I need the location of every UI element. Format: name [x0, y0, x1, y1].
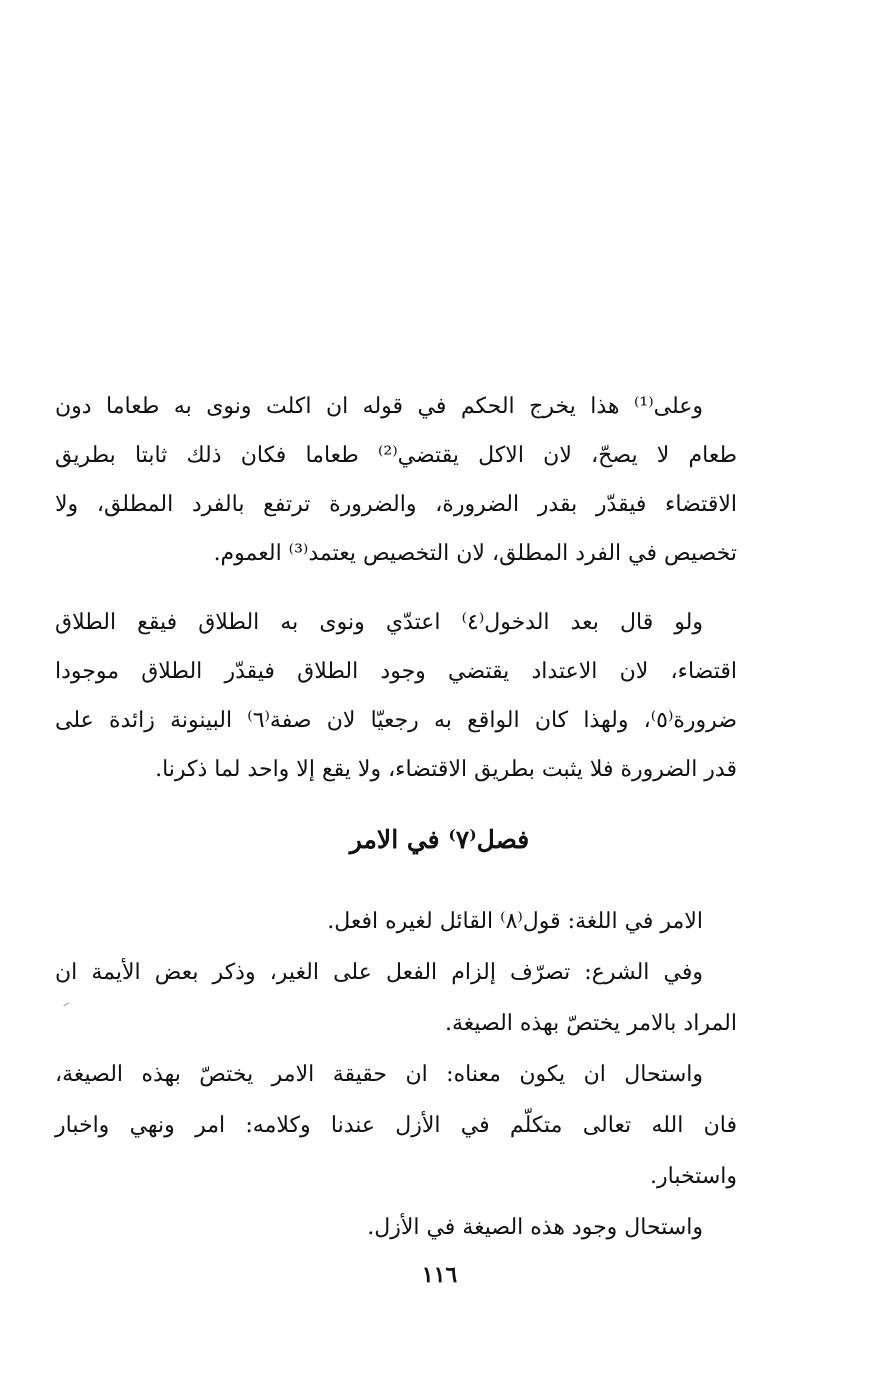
section-heading: فصل⁽٧⁾ في الامر: [349, 825, 530, 854]
paragraph-2: [55, 598, 737, 794]
paragraph-1-line-3: الاقتضاء فيقدّر بقدر الضرورة، والضرورة ترتفع بالفرد المطلق، ولا: [55, 492, 737, 517]
paragraph-2-line-4: قدر الضرورة فلا يثبت بطريق الاقتضاء، ولا يقع إلا واحد لما ذكرنا.: [155, 757, 737, 782]
paragraph-2-line-2: اقتضاء، لان الاعتداد يقتضي وجود الطلاق فيقدّر الطلاق موجودا: [55, 659, 737, 684]
definition-line-7: واستحال وجود هذه الصيغة في الأزل.: [367, 1215, 703, 1240]
paragraph-2-line-1: ولو قال بعد الدخول⁽٤⁾ اعتدّي ونوى به الطلاق فيقع الطلاق: [55, 610, 703, 635]
paragraph-1-line-4: تخصيص في الفرد المطلق، لان التخصيص يعتمد⁽³⁾ العموم.: [213, 541, 737, 566]
definition-line-3: المراد بالامر يختصّ بهذه الصيغة.: [444, 1011, 737, 1036]
definition-line-2: وفي الشرع: تصرّف إلزام الفعل على الغير، وذكر بعض الأيمة ان: [55, 960, 703, 985]
definition-line-4: واستحال ان يكون معناه: ان حقيقة الامر يختصّ بهذه الصيغة،: [55, 1062, 703, 1087]
paragraph-1-line-2: طعام لا يصحّ، لان الاكل يقتضي⁽²⁾ طعاما فكان ذلك ثابتا بطريق: [55, 443, 737, 468]
paragraph-2-line-3: ضرورة⁽٥⁾، ولهذا كان الواقع به رجعيّا لان صفة⁽٦⁾ البينونة زائدة على: [55, 708, 737, 733]
definition-line-1: الامر في اللغة: قول⁽٨⁾ القائل لغيره افعل.: [327, 909, 703, 934]
page-number: ١١٦: [421, 1262, 458, 1288]
definition-line-5: فان الله تعالى متكلّم في الأزل عندنا وكلامه: امر ونهي واخبار: [55, 1113, 737, 1138]
definition-line-6: واستخبار.: [650, 1164, 737, 1189]
paragraph-1-line-1: وعلى⁽¹⁾ هذا يخرج الحكم في قوله ان اكلت ونوى به طعاما دون: [55, 394, 703, 419]
definitions-section: [55, 896, 737, 1253]
paragraph-1: [55, 382, 737, 578]
